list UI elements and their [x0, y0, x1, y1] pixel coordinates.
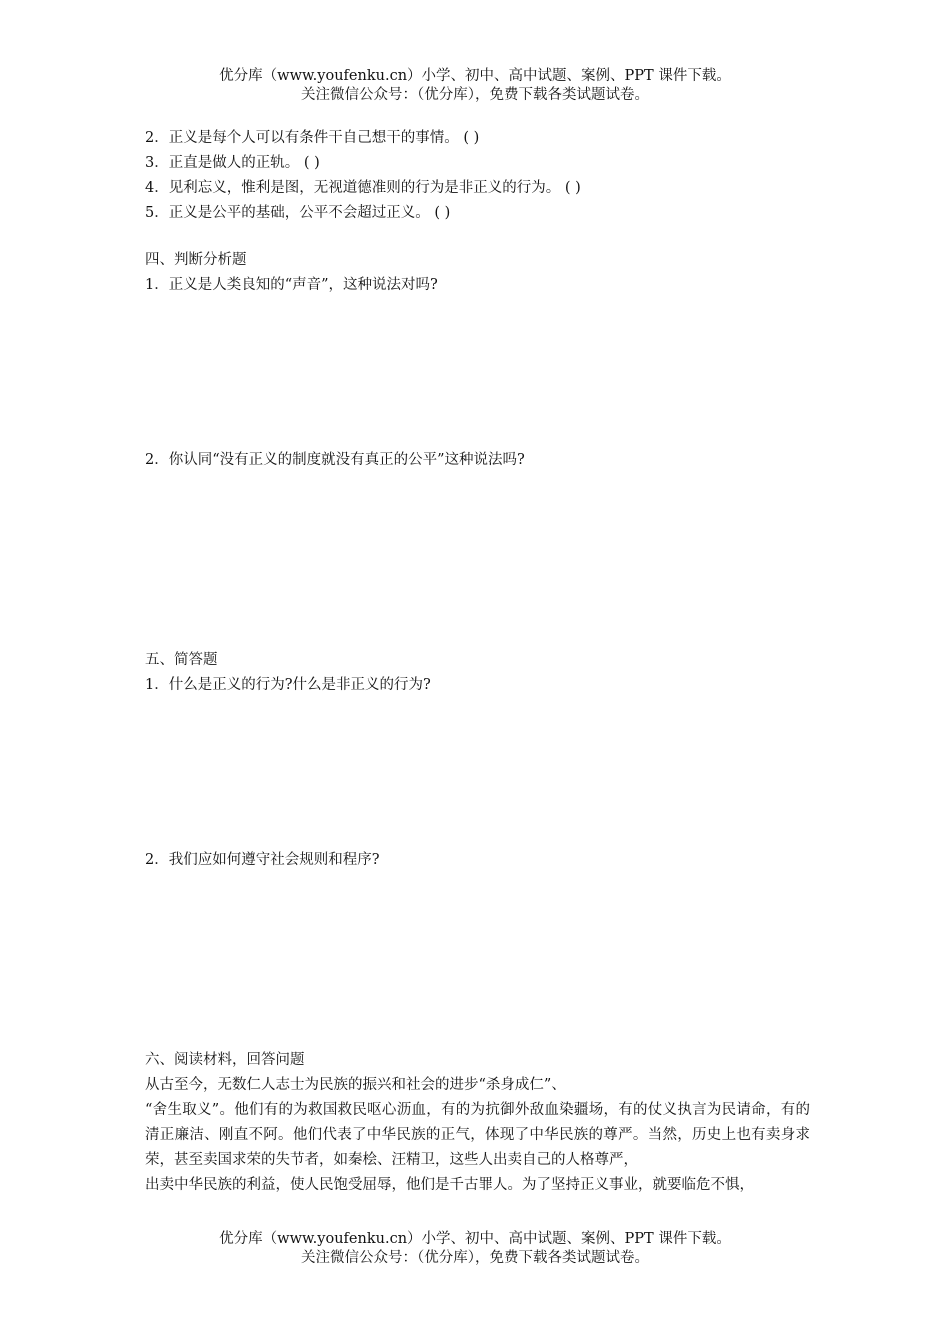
footer-line-2: 关注微信公众号：（优分库），免费下载各类试题试卷。	[301, 1250, 649, 1266]
judgement-item: 4．见利忘义，惟利是图，无视道德准则的行为是非正义的行为。 ( )	[145, 180, 581, 196]
header-line-2: 关注微信公众号：（优分库），免费下载各类试题试卷。	[301, 87, 649, 103]
answer-space	[145, 698, 810, 848]
answer-space	[145, 473, 810, 648]
answer-space	[145, 873, 810, 1048]
section-short-answer	[145, 648, 810, 1048]
judgement-item: 2．正义是每个人可以有条件干自己想干的事情。 ( )	[145, 130, 480, 146]
page-header	[0, 67, 950, 105]
page-footer	[0, 1230, 950, 1268]
reading-line: 从古至今，无数仁人志士为民族的振兴和社会的进步“杀身成仁”、	[145, 1077, 566, 1093]
question: 2．我们应如何遵守社会规则和程序?	[145, 852, 380, 868]
section-title: 六、阅读材料，回答问题	[145, 1052, 305, 1068]
section-title: 五、简答题	[145, 652, 218, 668]
judgement-item: 3．正直是做人的正轨。 ( )	[145, 155, 320, 171]
judgement-list	[145, 126, 810, 226]
section-analysis	[145, 248, 810, 648]
footer-line-1: 优分库（www.youfenku.cn）小学、初中、高中试题、案例、PPT 课件下载。	[219, 1231, 731, 1247]
reading-paragraph: “舍生取义”。他们有的为救国救民呕心沥血，有的为抗御外敌血染疆场，有的仗义执言为民请命，有的清正廉洁、刚直不阿。他们代表了中华民族的正气，体现了中华民族的尊严。当然，历史上也有卖身求荣，甚至卖国求荣的失节者，如秦桧、汪精卫，这些人出卖自己的人格尊严，	[145, 1102, 810, 1168]
document-body	[145, 126, 810, 1198]
section-title: 四、判断分析题	[145, 252, 247, 268]
reading-paragraph: 出卖中华民族的利益，使人民饱受屈辱，他们是千古罪人。为了坚持正义事业，就要临危不惧，	[145, 1177, 754, 1193]
question: 2．你认同“没有正义的制度就没有真正的公平”这种说法吗?	[145, 452, 525, 468]
answer-space	[145, 298, 810, 448]
header-line-1: 优分库（www.youfenku.cn）小学、初中、高中试题、案例、PPT 课件下载。	[219, 68, 731, 84]
judgement-item: 5．正义是公平的基础，公平不会超过正义。 ( )	[145, 205, 451, 221]
question: 1．正义是人类良知的“声音”，这种说法对吗?	[145, 277, 438, 293]
section-reading	[145, 1048, 810, 1198]
question: 1．什么是正义的行为?什么是非正义的行为?	[145, 677, 431, 693]
